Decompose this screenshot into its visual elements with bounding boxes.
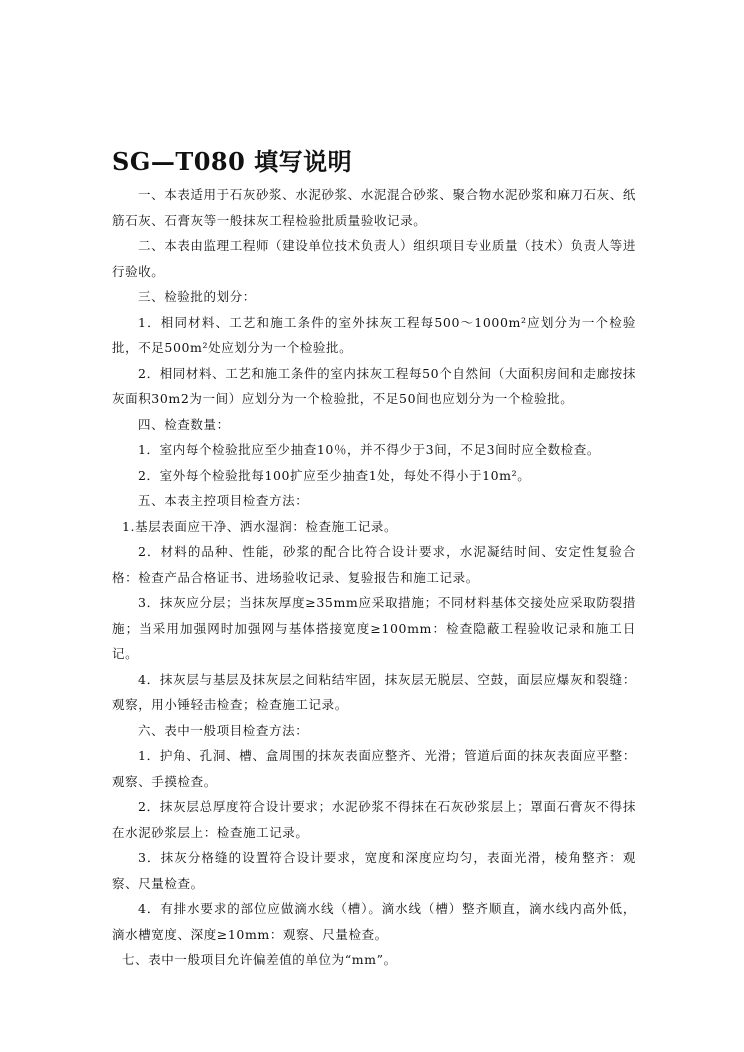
paragraph-general-item-4: 4．有排水要求的部位应做滴水线（槽）。滴水线（槽）整齐顺直，滴水线内高外低，滴水槽宽度、深度≥10mm：观察、尺量检查。 — [112, 901, 636, 942]
heading-inspection-quantity: 四、检查数量： — [138, 416, 230, 432]
page-title: SG—T080 填写说明 — [112, 147, 353, 176]
paragraph-main-item-2: 2．材料的品种、性能，砂浆的配合比符合设计要求，水泥凝结时间、安定性复验合格：检查产品合格证书、进场验收记录、复验报告和施工记录。 — [112, 544, 636, 585]
heading-main-control-methods: 五、本表主控项目检查方法： — [138, 493, 309, 508]
paragraph-deviation-unit: 七、表中一般项目允许偏差值的单位为“mm”。 — [122, 952, 397, 967]
paragraph-general-item-1: 1．护角、孔洞、槽、盒周围的抹灰表面应整齐、光滑；管道后面的抹灰表面应平整：观察、手摸检查。 — [112, 748, 636, 789]
paragraph-quantity-interior: 1．室内每个检验批应至少抽查10％，并不得少于3间，不足3间时应全数检查。 — [138, 442, 600, 457]
paragraph-acceptance-organizer: 二、本表由监理工程师（建设单位技术负责人）组织项目专业质量（技术）负责人等进行验收。 — [112, 238, 636, 279]
heading-general-methods: 六、表中一般项目检查方法： — [138, 722, 309, 738]
paragraph-batch-interior: 2．相同材料、工艺和施工条件的室内抹灰工程每50个自然间（大面积房间和走廊按抹灰面积30m2为一间）应划分为一个检验批，不足50间也应划分为一个检验批。 — [112, 365, 636, 406]
heading-batch-division: 三、检验批的划分： — [138, 289, 256, 304]
paragraph-scope: 一、本表适用于石灰砂浆、水泥砂浆、水泥混合砂浆、聚合物水泥砂浆和麻刀石灰、纸筋石灰、石膏灰等一般抹灰工程检验批质量验收记录。 — [112, 187, 636, 228]
paragraph-batch-exterior: 1．相同材料、工艺和施工条件的室外抹灰工程每500～1000m²应划分为一个检验批，不足500m²处应划分为一个检验批。 — [112, 314, 636, 355]
paragraph-main-item-1: 1.基层表面应干净、洒水湿润：检查施工记录。 — [122, 518, 398, 534]
document-body — [112, 182, 636, 973]
paragraph-quantity-exterior: 2．室外每个检验批每100扩应至少抽查1处，每处不得小于10m²。 — [138, 467, 531, 483]
paragraph-general-item-2: 2．抹灰层总厚度符合设计要求；水泥砂浆不得抹在石灰砂浆层上；罩面石膏灰不得抹在水泥砂浆层上：检查施工记录。 — [112, 799, 636, 840]
paragraph-main-item-3: 3．抹灰应分层；当抹灰厚度≥35mm应采取措施；不同材料基体交接处应采取防裂措施；当采用加强网时加强网与基体搭接宽度≥100mm：检查隐蔽工程验收记录和施工日记。 — [112, 595, 636, 661]
paragraph-general-item-3: 3．抹灰分格缝的设置符合设计要求，宽度和深度应均匀，表面光滑，棱角整齐：观察、尺量检查。 — [112, 850, 636, 891]
paragraph-main-item-4: 4．抹灰层与基层及抹灰层之间粘结牢固，抹灰层无脱层、空鼓，面层应爆灰和裂缝：观察，用小锤轻击检查；检查施工记录。 — [112, 671, 636, 712]
